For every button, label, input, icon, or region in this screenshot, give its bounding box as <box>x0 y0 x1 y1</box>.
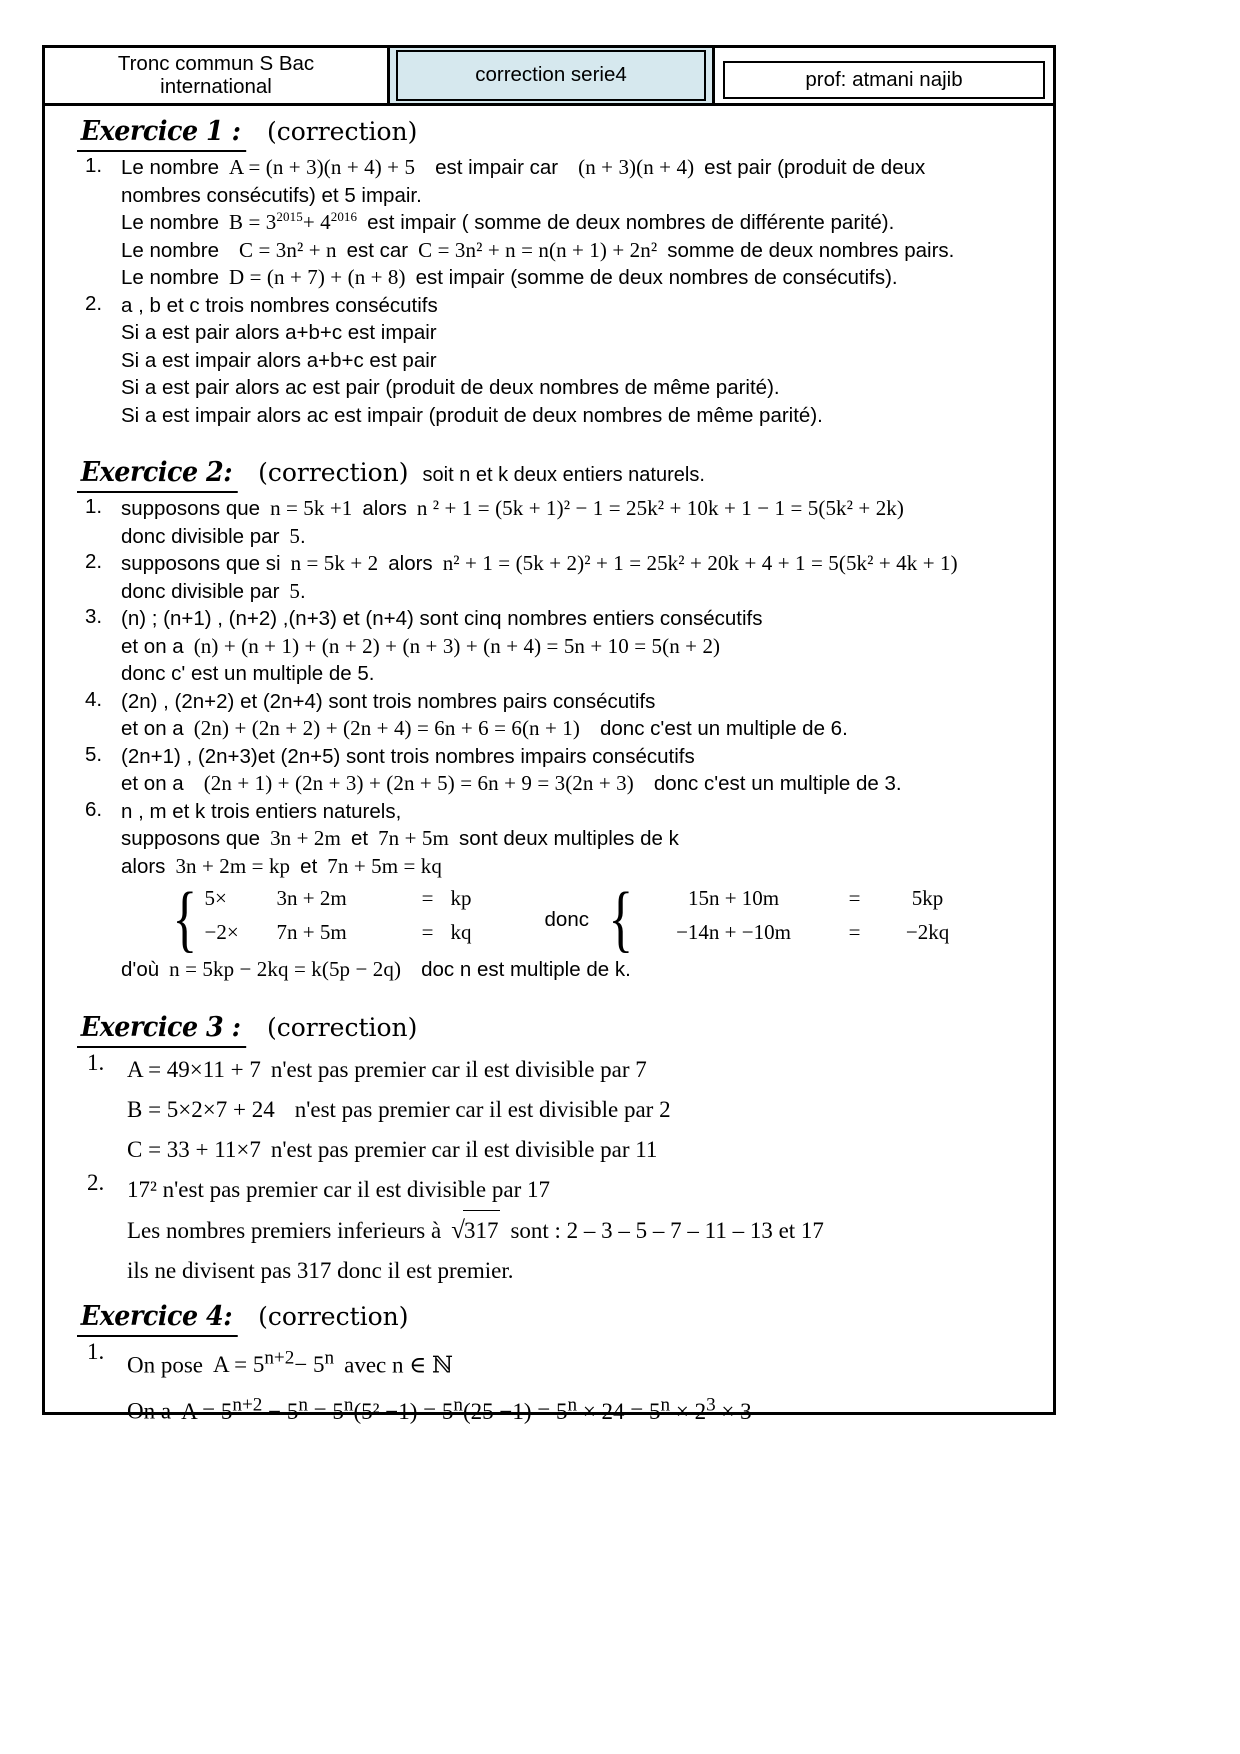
math-expr: (n + 3)(n + 4) <box>578 155 695 179</box>
text-line: (n) ; (n+1) , (n+2) ,(n+3) et (n+4) sont cinq nombres entiers consécutifs <box>121 607 763 630</box>
equals-sign: = <box>421 886 434 910</box>
text-line <box>121 154 1039 182</box>
math-expr: 7n + 5m = kq <box>327 853 443 878</box>
multiplier: 5× <box>204 886 227 910</box>
exponent: n <box>324 1347 335 1369</box>
line-text: n'est pas premier car il est divisible par 11 <box>270 1136 658 1162</box>
line-text: sont : 2 – 3 – 5 – 7 – 11 – 13 et 17 <box>510 1217 824 1243</box>
exercice1-list <box>59 154 1039 429</box>
math-expr: C = 3n² + n = n(n + 1) + 2n² <box>418 237 658 262</box>
line-text: est impair ( somme de deux nombres de différente parité). <box>367 211 895 234</box>
line-text: . <box>300 579 306 603</box>
item-number: 5. <box>85 742 103 766</box>
system-left-rows <box>205 886 531 954</box>
math-expr: n = 5k + 2 <box>290 551 379 575</box>
math-expr: n = 5kp − 2kq = k(5p − 2q) <box>169 957 402 981</box>
exercice2-correction-label: (correction) <box>258 458 409 487</box>
list-item <box>85 550 1039 605</box>
text-line <box>127 1385 1039 1432</box>
list-item <box>85 742 1039 798</box>
math-expr: C = 33 + 11×7 <box>127 1136 261 1162</box>
math-expr: n² + 1 = (5k + 2)² + 1 = 25k² + 20k + 4 + 1 = 5(5k² + 4k + 1) <box>442 551 958 575</box>
exponent: 2016 <box>330 209 358 224</box>
right-hand-side: 5kp <box>911 886 944 910</box>
equals-sign: = <box>848 886 861 910</box>
line-text: Le nombre <box>121 156 220 179</box>
expression: 7n + 5m <box>276 920 347 944</box>
item-number: 4. <box>85 687 103 711</box>
math-expr: 5 <box>289 578 301 603</box>
header-teacher-box <box>723 61 1045 99</box>
expression: 3n + 2m <box>276 886 347 910</box>
line-text: alors <box>121 854 166 878</box>
line-text: Le nombre <box>121 211 220 234</box>
exercice4-list <box>59 1339 1039 1432</box>
math-expr: (n) + (n + 1) + (n + 2) + (n + 3) + (n + 4) = 5n + 10 = 5(n + 2) <box>193 633 721 658</box>
line-text: n'est pas premier car il est divisible par 2 <box>294 1096 671 1122</box>
text-line: Si a est pair alors ac est pair (produit de deux nombres de même parité). <box>121 376 780 399</box>
math-expr: 3n + 2m <box>270 826 341 850</box>
line-text: supposons que si <box>121 552 281 575</box>
line-text: et on a <box>121 717 184 740</box>
line-text: On a <box>127 1398 172 1424</box>
math-expr: $B = 3^{2015}+ 4^{2016}$ <box>229 209 358 234</box>
line-text: donc divisible par <box>121 579 280 603</box>
item-number: 6. <box>85 797 103 821</box>
exercice3-correction-label: (correction) <box>266 1012 418 1042</box>
line-text: et <box>300 854 318 878</box>
line-text: supposons que <box>121 827 261 850</box>
text-line <box>121 633 1039 661</box>
document-body <box>45 106 1053 1432</box>
math-expr: C = 3n² + n <box>239 237 337 262</box>
right-hand-side: −2kq <box>905 920 950 944</box>
line-text: Les nombres premiers inferieurs à <box>127 1217 442 1243</box>
text-line: (2n) , (2n+2) et (2n+4) sont trois nombres pairs consécutifs <box>121 689 656 713</box>
system-row <box>205 920 531 954</box>
header-school-line2: international <box>160 74 272 98</box>
exercice1-heading <box>77 116 1039 152</box>
list-item <box>85 154 1039 292</box>
line-text: donc c'est un multiple de 3. <box>653 772 902 795</box>
right-hand-side: kp <box>450 886 472 910</box>
header-title-text: correction serie4 <box>475 63 627 87</box>
exponent: n <box>567 1394 578 1416</box>
exercice2-note: soit n et k deux entiers naturels. <box>422 464 705 486</box>
exponent: n+2 <box>264 1347 295 1369</box>
equals-sign: = <box>848 920 861 944</box>
exercice3-title: Exercice 3 : <box>77 1012 246 1048</box>
text-line <box>121 264 1039 292</box>
exercice2-heading <box>77 457 1039 493</box>
line-text: supposons que <box>121 497 261 520</box>
list-item <box>85 605 1039 688</box>
text-line <box>127 1210 1039 1251</box>
item-number: 2. <box>85 291 103 315</box>
expression: 15n + 10m <box>687 886 780 910</box>
document-page <box>42 45 1056 1424</box>
multiplier: −2× <box>204 920 239 944</box>
exponent: n+2 <box>232 1394 263 1416</box>
exercice1-title: Exercice 1 : <box>77 116 246 152</box>
exercice4-correction-label: (correction) <box>258 1301 409 1331</box>
line-text: donc divisible par <box>121 524 280 548</box>
math-expr: (2n) + (2n + 2) + (2n + 4) = 6n + 6 = 6(n + 1) <box>193 716 580 740</box>
text-line: donc c' est un multiple de 5. <box>121 662 375 685</box>
text-line <box>121 209 1039 237</box>
math-expr: 5 <box>289 523 301 548</box>
system-row <box>641 886 973 920</box>
exercice4-heading <box>77 1301 1039 1337</box>
equals-sign: = <box>421 920 434 944</box>
line-text: n'est pas premier car il est divisible par 7 <box>270 1056 647 1082</box>
line-text: et <box>350 827 369 850</box>
math-expr: n = 5k +1 <box>270 496 353 520</box>
text-line <box>121 495 1039 523</box>
text-line <box>121 237 1039 265</box>
list-item <box>87 1338 1039 1432</box>
line-text: et on a <box>121 634 184 658</box>
header-title-cell <box>390 48 715 103</box>
item-number: 1. <box>85 495 103 518</box>
text-line: Si a est impair alors ac est impair (produit de deux nombres de même parité). <box>121 403 823 427</box>
line-text: alors <box>388 552 433 575</box>
equation-system <box>167 878 1039 961</box>
text-line: (2n+1) , (2n+3)et (2n+5) sont trois nombres impairs consécutifs <box>121 744 695 768</box>
line-text: Le nombre <box>121 238 220 262</box>
header-title-box <box>396 50 706 101</box>
line-text: et on a <box>121 772 184 795</box>
line-text: donc c'est un multiple de 6. <box>600 717 848 740</box>
exponent: n <box>453 1394 463 1416</box>
math-expr: 7n + 5m <box>378 826 449 850</box>
math-expr: A = (n + 3)(n + 4) + 5 <box>229 155 416 179</box>
text-line: Si a est impair alors a+b+c est pair <box>121 348 437 372</box>
donc-connector: donc <box>544 908 589 931</box>
header-school-line1: Tronc commun S Bac <box>117 51 315 75</box>
line-text: Le nombre <box>121 266 220 289</box>
math-expr: n ² + 1 = (5k + 1)² − 1 = 25k² + 10k + 1 − 1 = 5(5k² + 2k) <box>416 496 904 520</box>
system-row <box>205 886 531 920</box>
header-teacher-cell <box>715 48 1053 103</box>
exponent: n <box>343 1394 354 1416</box>
text-line <box>127 1050 1039 1090</box>
expression: −14n + −10m <box>676 920 791 944</box>
exponent: n <box>660 1394 671 1416</box>
line-text: est car <box>346 238 409 262</box>
line-text: est impair (somme de deux nombres de consécutifs). <box>415 266 898 289</box>
exercice3-heading <box>77 1012 1039 1048</box>
list-item <box>87 1049 1039 1170</box>
text-line: ils ne divisent pas 317 donc il est premier. <box>127 1257 514 1283</box>
text-line <box>127 1090 1039 1130</box>
line-text: est impair car <box>435 156 559 179</box>
text-line: 17² n'est pas premier car il est divisible par 17 <box>127 1176 551 1202</box>
right-hand-side: kq <box>450 920 472 944</box>
system-right-rows <box>641 886 973 954</box>
text-line <box>121 770 1039 798</box>
math-expr: $A = 5^{n+2} - 5^n = 5^n(5^2 -1) = 5^n(25 -1) = 5^n \times 24 = 5^n \times 2^3 \times 3$ <box>181 1394 752 1424</box>
line-text: est pair (produit de deux <box>704 156 926 179</box>
math-expr: B = 5×2×7 + 24 <box>127 1096 275 1122</box>
item-number: 3. <box>85 605 103 628</box>
math-expr: D = (n + 7) + (n + 8) <box>229 265 406 289</box>
line-text: doc n est multiple de k. <box>421 958 631 981</box>
text-line <box>121 550 1039 578</box>
header-teacher-text: prof: atmani najib <box>805 67 963 91</box>
line-text: somme de deux nombres pairs. <box>667 238 955 262</box>
line-text: sont deux multiples de k <box>458 827 679 850</box>
text-line: n , m et k trois entiers naturels, <box>121 799 402 823</box>
header-school-cell <box>45 48 390 103</box>
item-number: 2. <box>85 550 103 573</box>
exponent: n <box>298 1394 308 1416</box>
line-text: alors <box>362 497 407 520</box>
text-line: Si a est pair alors a+b+c est impair <box>121 321 437 344</box>
text-line <box>121 523 1039 551</box>
item-number: 1. <box>87 1338 105 1364</box>
line-text: . <box>300 524 306 548</box>
exercice4-title: Exercice 4: <box>77 1301 238 1337</box>
math-expr: $A = 5^{n+2}- 5^n$ <box>213 1347 335 1378</box>
line-text: d'où <box>121 958 160 981</box>
exercice2-list <box>59 495 1039 984</box>
item-number: 1. <box>87 1049 105 1075</box>
radicand: 317 <box>463 1210 501 1251</box>
text-line <box>121 825 1039 853</box>
exercice3-list <box>59 1050 1039 1291</box>
list-item <box>85 687 1039 743</box>
list-item <box>87 1169 1039 1291</box>
right-system-brace-icon: { <box>608 878 634 961</box>
line-text: nombres consécutifs) et 5 impair. <box>121 183 422 207</box>
exponent: 3 <box>706 1394 716 1416</box>
exercice2-title: Exercice 2: <box>77 457 238 493</box>
exercice1-correction-label: (correction) <box>266 117 418 146</box>
math-expr: (2n + 1) + (2n + 3) + (2n + 5) = 6n + 9 = 3(2n + 3) <box>203 771 634 795</box>
text-line <box>127 1130 1039 1170</box>
left-brace-icon: { <box>172 878 198 961</box>
page-header <box>45 48 1053 106</box>
text-line <box>121 578 1039 606</box>
list-item <box>85 797 1039 984</box>
math-expr: A = 49×11 + 7 <box>127 1056 261 1082</box>
line-text: avec n ∈ ℕ <box>344 1352 454 1378</box>
item-number: 1. <box>85 154 103 177</box>
system-row <box>641 920 973 954</box>
square-root-icon: √ <box>451 1216 465 1244</box>
list-item <box>85 291 1039 430</box>
text-line <box>121 956 1039 984</box>
item-number: 2. <box>87 1169 105 1195</box>
math-expr: 3n + 2m = kp <box>175 853 291 878</box>
line-text: On pose <box>127 1352 204 1378</box>
text-line: a , b et c trois nombres consécutifs <box>121 293 438 317</box>
text-line <box>127 1339 1039 1386</box>
text-line <box>121 182 1039 210</box>
exponent: 2015 <box>276 209 303 224</box>
list-item <box>85 495 1039 550</box>
text-line <box>121 715 1039 743</box>
text-line <box>121 853 1039 881</box>
